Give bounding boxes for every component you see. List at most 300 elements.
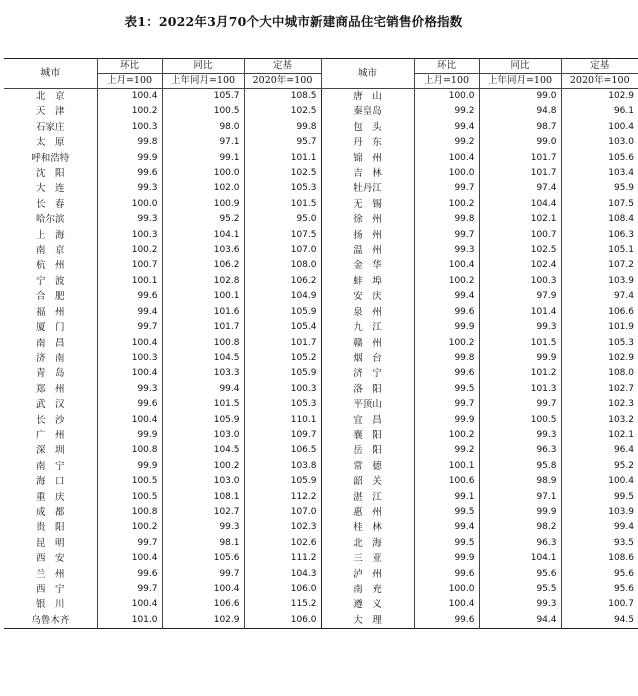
fixed-base-index: 108.0 (244, 258, 321, 273)
fixed-base-index: 95.2 (561, 459, 638, 474)
yoy-index: 105.6 (162, 551, 244, 566)
city-name: 重 庆 (35, 491, 65, 503)
yoy-index: 101.7 (479, 151, 561, 166)
mom-index: 100.2 (414, 336, 479, 351)
yoy-index: 97.9 (479, 289, 561, 304)
mom-index: 99.3 (97, 181, 162, 196)
fixed-base-index: 103.2 (561, 413, 638, 428)
yoy-index: 102.4 (479, 258, 561, 273)
city-name: 丹 东 (321, 135, 414, 150)
city-name: 湛 江 (321, 490, 414, 505)
fixed-base-header: 2020年=100 (244, 74, 321, 89)
yoy-index: 104.5 (162, 443, 244, 458)
fixed-base-index: 103.0 (561, 135, 638, 150)
yoy-index: 100.0 (162, 166, 244, 181)
yoy-index: 96.3 (479, 536, 561, 551)
fixed-base-index: 106.3 (561, 228, 638, 243)
fixed-base-index: 99.5 (561, 490, 638, 505)
yoy-index: 106.6 (162, 597, 244, 612)
mom-index: 99.4 (414, 289, 479, 304)
city-name: 赣 州 (321, 336, 414, 351)
mom-index: 99.6 (414, 567, 479, 582)
mom-index: 99.9 (97, 151, 162, 166)
fixed-base-index: 102.6 (244, 536, 321, 551)
city-name: 蚌 埠 (321, 274, 414, 289)
fixed-base-index: 94.5 (561, 613, 638, 629)
mom-index: 100.4 (97, 89, 162, 105)
mom-index: 100.6 (414, 474, 479, 489)
table-row (4, 305, 638, 320)
fixed-base-index: 101.7 (244, 336, 321, 351)
yoy-index: 99.9 (479, 505, 561, 520)
city-name: 南 宁 (35, 460, 65, 472)
table-row (4, 197, 638, 212)
city-name: 北 京 (35, 91, 65, 102)
table-row (4, 104, 638, 119)
city-name: 烟 台 (321, 351, 414, 366)
city-name: 海 口 (35, 476, 65, 488)
table-row (4, 351, 638, 366)
yoy-index: 103.6 (162, 243, 244, 258)
city-name: 厦 门 (35, 322, 65, 334)
yoy-index: 103.3 (162, 366, 244, 381)
fixed-base-index: 101.9 (561, 320, 638, 335)
mom-index: 100.2 (97, 104, 162, 119)
mom-index: 99.4 (97, 305, 162, 320)
fixed-base-index: 103.4 (561, 166, 638, 181)
table-row (4, 536, 638, 551)
fixed-base-index: 108.0 (561, 366, 638, 381)
yoy-index: 99.7 (162, 567, 244, 582)
mom-index: 99.7 (414, 228, 479, 243)
yoy-index: 101.3 (479, 382, 561, 397)
fixed-base-index: 102.9 (561, 351, 638, 366)
yoy-index: 104.4 (479, 197, 561, 212)
yoy-index: 99.3 (479, 320, 561, 335)
fixed-base-index: 102.7 (561, 382, 638, 397)
fixed-base-index: 105.3 (244, 397, 321, 412)
yoy-index: 105.9 (162, 413, 244, 428)
fixed-base-index: 107.0 (244, 243, 321, 258)
yoy-index: 101.7 (162, 320, 244, 335)
fixed-base-index: 95.7 (244, 135, 321, 150)
fixed-base-index: 104.9 (244, 289, 321, 304)
yoy-index: 101.5 (479, 336, 561, 351)
fixed-base-index: 109.7 (244, 428, 321, 443)
city-name: 温 州 (321, 243, 414, 258)
table-row (4, 382, 638, 397)
yoy-index: 102.5 (479, 243, 561, 258)
mom-index: 99.3 (97, 212, 162, 227)
mom-index: 100.8 (97, 443, 162, 458)
fixed-base-index: 111.2 (244, 551, 321, 566)
fixed-base-index: 105.9 (244, 474, 321, 489)
mom-index: 99.6 (97, 166, 162, 181)
fixed-base-index: 103.9 (561, 505, 638, 520)
city-name: 遵 义 (321, 597, 414, 612)
yoy-index: 99.9 (479, 351, 561, 366)
mom-group-header: 环比 (97, 59, 162, 74)
yoy-index: 95.2 (162, 212, 244, 227)
city-name: 石家庄 (35, 121, 65, 133)
fixed-base-index: 102.3 (561, 397, 638, 412)
yoy-index: 100.4 (162, 582, 244, 597)
fixed-base-index: 100.4 (561, 474, 638, 489)
mom-index: 99.2 (414, 104, 479, 119)
mom-index: 99.7 (97, 582, 162, 597)
yoy-index: 104.5 (162, 351, 244, 366)
yoy-index: 100.1 (162, 289, 244, 304)
city-name: 锦 州 (321, 151, 414, 166)
fixed-base-index: 105.6 (561, 151, 638, 166)
fixed-base-index: 108.5 (244, 89, 321, 105)
city-name: 上 海 (35, 229, 65, 241)
yoy-index: 100.9 (162, 197, 244, 212)
mom-index: 99.5 (414, 382, 479, 397)
mom-index: 100.1 (97, 274, 162, 289)
mom-index: 99.8 (414, 212, 479, 227)
city-name: 西 宁 (35, 584, 65, 595)
yoy-index: 98.9 (479, 474, 561, 489)
fixed-base-index: 110.1 (244, 413, 321, 428)
mom-index: 100.4 (97, 413, 162, 428)
table-row (4, 120, 638, 135)
city-name: 桂 林 (321, 520, 414, 535)
mom-index: 99.3 (97, 382, 162, 397)
city-name: 成 都 (35, 506, 65, 518)
fixed-base-index: 95.0 (244, 212, 321, 227)
yoy-index: 104.1 (162, 228, 244, 243)
mom-index: 100.2 (97, 243, 162, 258)
city-name: 宜 昌 (321, 413, 414, 428)
city-name: 徐 州 (321, 212, 414, 227)
fixed-base-header: 2020年=100 (561, 74, 638, 89)
city-name: 北 海 (321, 536, 414, 551)
table-row (4, 490, 638, 505)
fixed-base-index: 107.5 (561, 197, 638, 212)
mom-index: 100.1 (414, 459, 479, 474)
city-name: 银 川 (35, 599, 65, 611)
fixed-base-index: 102.5 (244, 166, 321, 181)
yoy-index: 101.4 (479, 305, 561, 320)
mom-index: 99.6 (97, 397, 162, 412)
mom-index: 99.5 (414, 536, 479, 551)
table-row (4, 243, 638, 258)
table-row (4, 459, 638, 474)
yoy-index: 98.2 (479, 520, 561, 535)
table-row (4, 520, 638, 535)
city-name: 岳 阳 (321, 443, 414, 458)
mom-index: 99.8 (414, 351, 479, 366)
city-name: 济 南 (35, 352, 65, 364)
city-column-header: 城市 (321, 59, 414, 89)
fixed-base-index: 105.3 (561, 336, 638, 351)
yoy-index: 102.8 (162, 274, 244, 289)
mom-index: 99.6 (414, 305, 479, 320)
fixed-base-index: 102.9 (561, 89, 638, 105)
fixed-base-index: 97.4 (561, 289, 638, 304)
table-row (4, 258, 638, 273)
city-name: 吉 林 (321, 166, 414, 181)
city-name: 昆 明 (35, 537, 65, 549)
city-name: 福 州 (35, 306, 65, 318)
mom-index: 99.9 (414, 320, 479, 335)
city-name: 大 理 (321, 613, 414, 629)
yoy-index: 100.3 (479, 274, 561, 289)
mom-base-header: 上月=100 (414, 74, 479, 89)
yoy-index: 99.0 (479, 135, 561, 150)
mom-index: 99.4 (414, 120, 479, 135)
fixed-base-index: 105.2 (244, 351, 321, 366)
fixed-base-index: 95.6 (561, 567, 638, 582)
fixed-base-index: 106.0 (244, 613, 321, 629)
city-name: 太 原 (35, 137, 65, 149)
city-name: 哈尔滨 (35, 214, 65, 226)
mom-index: 100.5 (97, 474, 162, 489)
city-name: 秦皇岛 (321, 104, 414, 119)
table-row (4, 397, 638, 412)
mom-index: 99.7 (414, 397, 479, 412)
yoy-index: 100.7 (479, 228, 561, 243)
yoy-index: 100.5 (479, 413, 561, 428)
mom-index: 99.7 (414, 181, 479, 196)
yoy-index: 97.1 (479, 490, 561, 505)
city-name: 武 汉 (35, 399, 65, 411)
fixed-base-index: 106.0 (244, 582, 321, 597)
yoy-index: 104.1 (479, 551, 561, 566)
fixed-base-index: 101.1 (244, 151, 321, 166)
yoy-base-header: 上年同月=100 (162, 74, 244, 89)
yoy-index: 98.0 (162, 120, 244, 135)
city-name: 金 华 (321, 258, 414, 273)
table-row (4, 151, 638, 166)
yoy-index: 94.8 (479, 104, 561, 119)
fixed-base-index: 106.5 (244, 443, 321, 458)
yoy-index: 102.7 (162, 505, 244, 520)
mom-index: 100.2 (414, 428, 479, 443)
mom-index: 99.8 (97, 135, 162, 150)
yoy-index: 103.0 (162, 428, 244, 443)
mom-index: 99.2 (414, 135, 479, 150)
mom-index: 99.7 (97, 320, 162, 335)
fixed-base-index: 103.9 (561, 274, 638, 289)
mom-index: 100.0 (414, 166, 479, 181)
mom-index: 99.6 (414, 613, 479, 629)
table-row (4, 228, 638, 243)
table-row (4, 366, 638, 381)
table-row (4, 212, 638, 227)
city-name: 西 安 (35, 553, 65, 565)
fixed-base-index: 112.2 (244, 490, 321, 505)
city-name: 常 德 (321, 459, 414, 474)
fixed-base-index: 93.5 (561, 536, 638, 551)
price-index-table (4, 58, 638, 629)
fixed-base-index: 108.4 (561, 212, 638, 227)
city-name: 洛 阳 (321, 382, 414, 397)
mom-index: 101.0 (97, 613, 162, 629)
city-name: 天 津 (35, 106, 65, 118)
yoy-index: 101.2 (479, 366, 561, 381)
yoy-index: 99.7 (479, 397, 561, 412)
city-name: 广 州 (35, 429, 65, 441)
mom-index: 100.2 (414, 197, 479, 212)
yoy-group-header: 同比 (162, 59, 244, 74)
yoy-index: 101.5 (162, 397, 244, 412)
yoy-index: 98.7 (479, 120, 561, 135)
city-column-header: 城市 (4, 59, 97, 89)
yoy-index: 97.4 (479, 181, 561, 196)
fixed-base-index: 102.1 (561, 428, 638, 443)
yoy-index: 102.9 (162, 613, 244, 629)
yoy-index: 108.1 (162, 490, 244, 505)
city-name: 南 昌 (35, 337, 65, 349)
mom-index: 100.4 (97, 366, 162, 381)
fixed-base-index: 101.5 (244, 197, 321, 212)
fixed-base-index: 107.0 (244, 505, 321, 520)
city-name: 平顶山 (321, 397, 414, 412)
fixed-base-index: 100.3 (244, 382, 321, 397)
mom-index: 100.2 (97, 520, 162, 535)
yoy-index: 99.4 (162, 382, 244, 397)
mom-index: 100.0 (414, 582, 479, 597)
mom-index: 99.6 (414, 366, 479, 381)
yoy-index: 105.7 (162, 89, 244, 105)
fixed-base-index: 106.2 (244, 274, 321, 289)
city-name: 泉 州 (321, 305, 414, 320)
city-name: 沈 阳 (35, 168, 65, 180)
fixed-base-index: 99.4 (561, 520, 638, 535)
fixed-base-index: 105.9 (244, 305, 321, 320)
city-name: 杭 州 (35, 260, 65, 272)
mom-index: 99.7 (97, 536, 162, 551)
table-row (4, 336, 638, 351)
fixed-base-index: 103.8 (244, 459, 321, 474)
mom-index: 99.9 (97, 459, 162, 474)
fixed-base-index: 108.6 (561, 551, 638, 566)
yoy-index: 102.0 (162, 181, 244, 196)
fixed-base-index: 95.9 (561, 181, 638, 196)
yoy-group-header: 同比 (479, 59, 561, 74)
mom-index: 99.1 (414, 490, 479, 505)
city-name: 长 春 (35, 198, 65, 210)
fixed-base-index: 107.2 (561, 258, 638, 273)
fixed-base-index: 105.4 (244, 320, 321, 335)
yoy-index: 100.2 (162, 459, 244, 474)
city-name: 襄 阳 (321, 428, 414, 443)
table-row (4, 274, 638, 289)
fixed-base-index: 104.3 (244, 567, 321, 582)
yoy-index: 99.3 (162, 520, 244, 535)
city-name: 南 京 (35, 245, 65, 257)
city-name: 安 庆 (321, 289, 414, 304)
table-row (4, 505, 638, 520)
yoy-index: 101.6 (162, 305, 244, 320)
yoy-index: 99.1 (162, 151, 244, 166)
mom-index: 100.0 (97, 197, 162, 212)
yoy-index: 95.5 (479, 582, 561, 597)
mom-index: 100.3 (97, 351, 162, 366)
city-name: 唐 山 (321, 89, 414, 105)
mom-index: 100.0 (414, 89, 479, 105)
table-row (4, 289, 638, 304)
table-row (4, 567, 638, 582)
table-row (4, 413, 638, 428)
table-row (4, 181, 638, 196)
table-row (4, 166, 638, 181)
fixed-base-index: 102.5 (244, 104, 321, 119)
yoy-index: 103.0 (162, 474, 244, 489)
yoy-index: 98.1 (162, 536, 244, 551)
yoy-index: 99.0 (479, 89, 561, 105)
city-name: 青 岛 (35, 368, 65, 380)
mom-index: 100.4 (414, 258, 479, 273)
fixed-base-index: 96.4 (561, 443, 638, 458)
mom-group-header: 环比 (414, 59, 479, 74)
yoy-index: 100.8 (162, 336, 244, 351)
city-name: 韶 关 (321, 474, 414, 489)
yoy-index: 96.3 (479, 443, 561, 458)
city-name: 呼和浩特 (31, 152, 70, 164)
yoy-index: 95.8 (479, 459, 561, 474)
table-row (4, 582, 638, 597)
mom-index: 100.4 (414, 597, 479, 612)
table-title: 表1：2022年3月70个大中城市新建商品住宅销售价格指数 (124, 14, 463, 29)
city-name: 贵 阳 (35, 522, 65, 534)
city-name: 惠 州 (321, 505, 414, 520)
city-name: 包 头 (321, 120, 414, 135)
yoy-index: 101.7 (479, 166, 561, 181)
mom-index: 100.5 (97, 490, 162, 505)
header-row-groups (4, 59, 638, 74)
mom-index: 100.4 (97, 336, 162, 351)
table-row (4, 320, 638, 335)
mom-index: 99.6 (97, 567, 162, 582)
mom-index: 100.3 (97, 120, 162, 135)
table-body (4, 89, 638, 629)
mom-base-header: 上月=100 (97, 74, 162, 89)
table-row (4, 474, 638, 489)
fixed-base-index: 105.9 (244, 366, 321, 381)
city-name: 合 肥 (35, 291, 65, 303)
city-name: 宁 波 (35, 275, 65, 287)
table-row (4, 135, 638, 150)
city-name: 牡丹江 (321, 181, 414, 196)
city-name: 济 宁 (321, 366, 414, 381)
table-row (4, 613, 638, 629)
city-name: 深 圳 (35, 445, 65, 457)
fixed-base-index: 107.5 (244, 228, 321, 243)
city-name: 泸 州 (321, 567, 414, 582)
fixed-base-index: 115.2 (244, 597, 321, 612)
city-name: 兰 州 (35, 568, 65, 580)
mom-index: 100.7 (97, 258, 162, 273)
city-name: 大 连 (35, 183, 65, 195)
mom-index: 100.4 (414, 151, 479, 166)
table-row (4, 597, 638, 612)
table-row (4, 443, 638, 458)
yoy-index: 99.3 (479, 597, 561, 612)
yoy-index: 95.6 (479, 567, 561, 582)
table-row (4, 428, 638, 443)
mom-index: 100.2 (414, 274, 479, 289)
mom-index: 99.3 (414, 243, 479, 258)
city-name: 扬 州 (321, 228, 414, 243)
city-name: 三 亚 (321, 551, 414, 566)
yoy-base-header: 上年同月=100 (479, 74, 561, 89)
mom-index: 99.2 (414, 443, 479, 458)
mom-index: 99.5 (414, 505, 479, 520)
fixed-base-index: 99.8 (244, 120, 321, 135)
